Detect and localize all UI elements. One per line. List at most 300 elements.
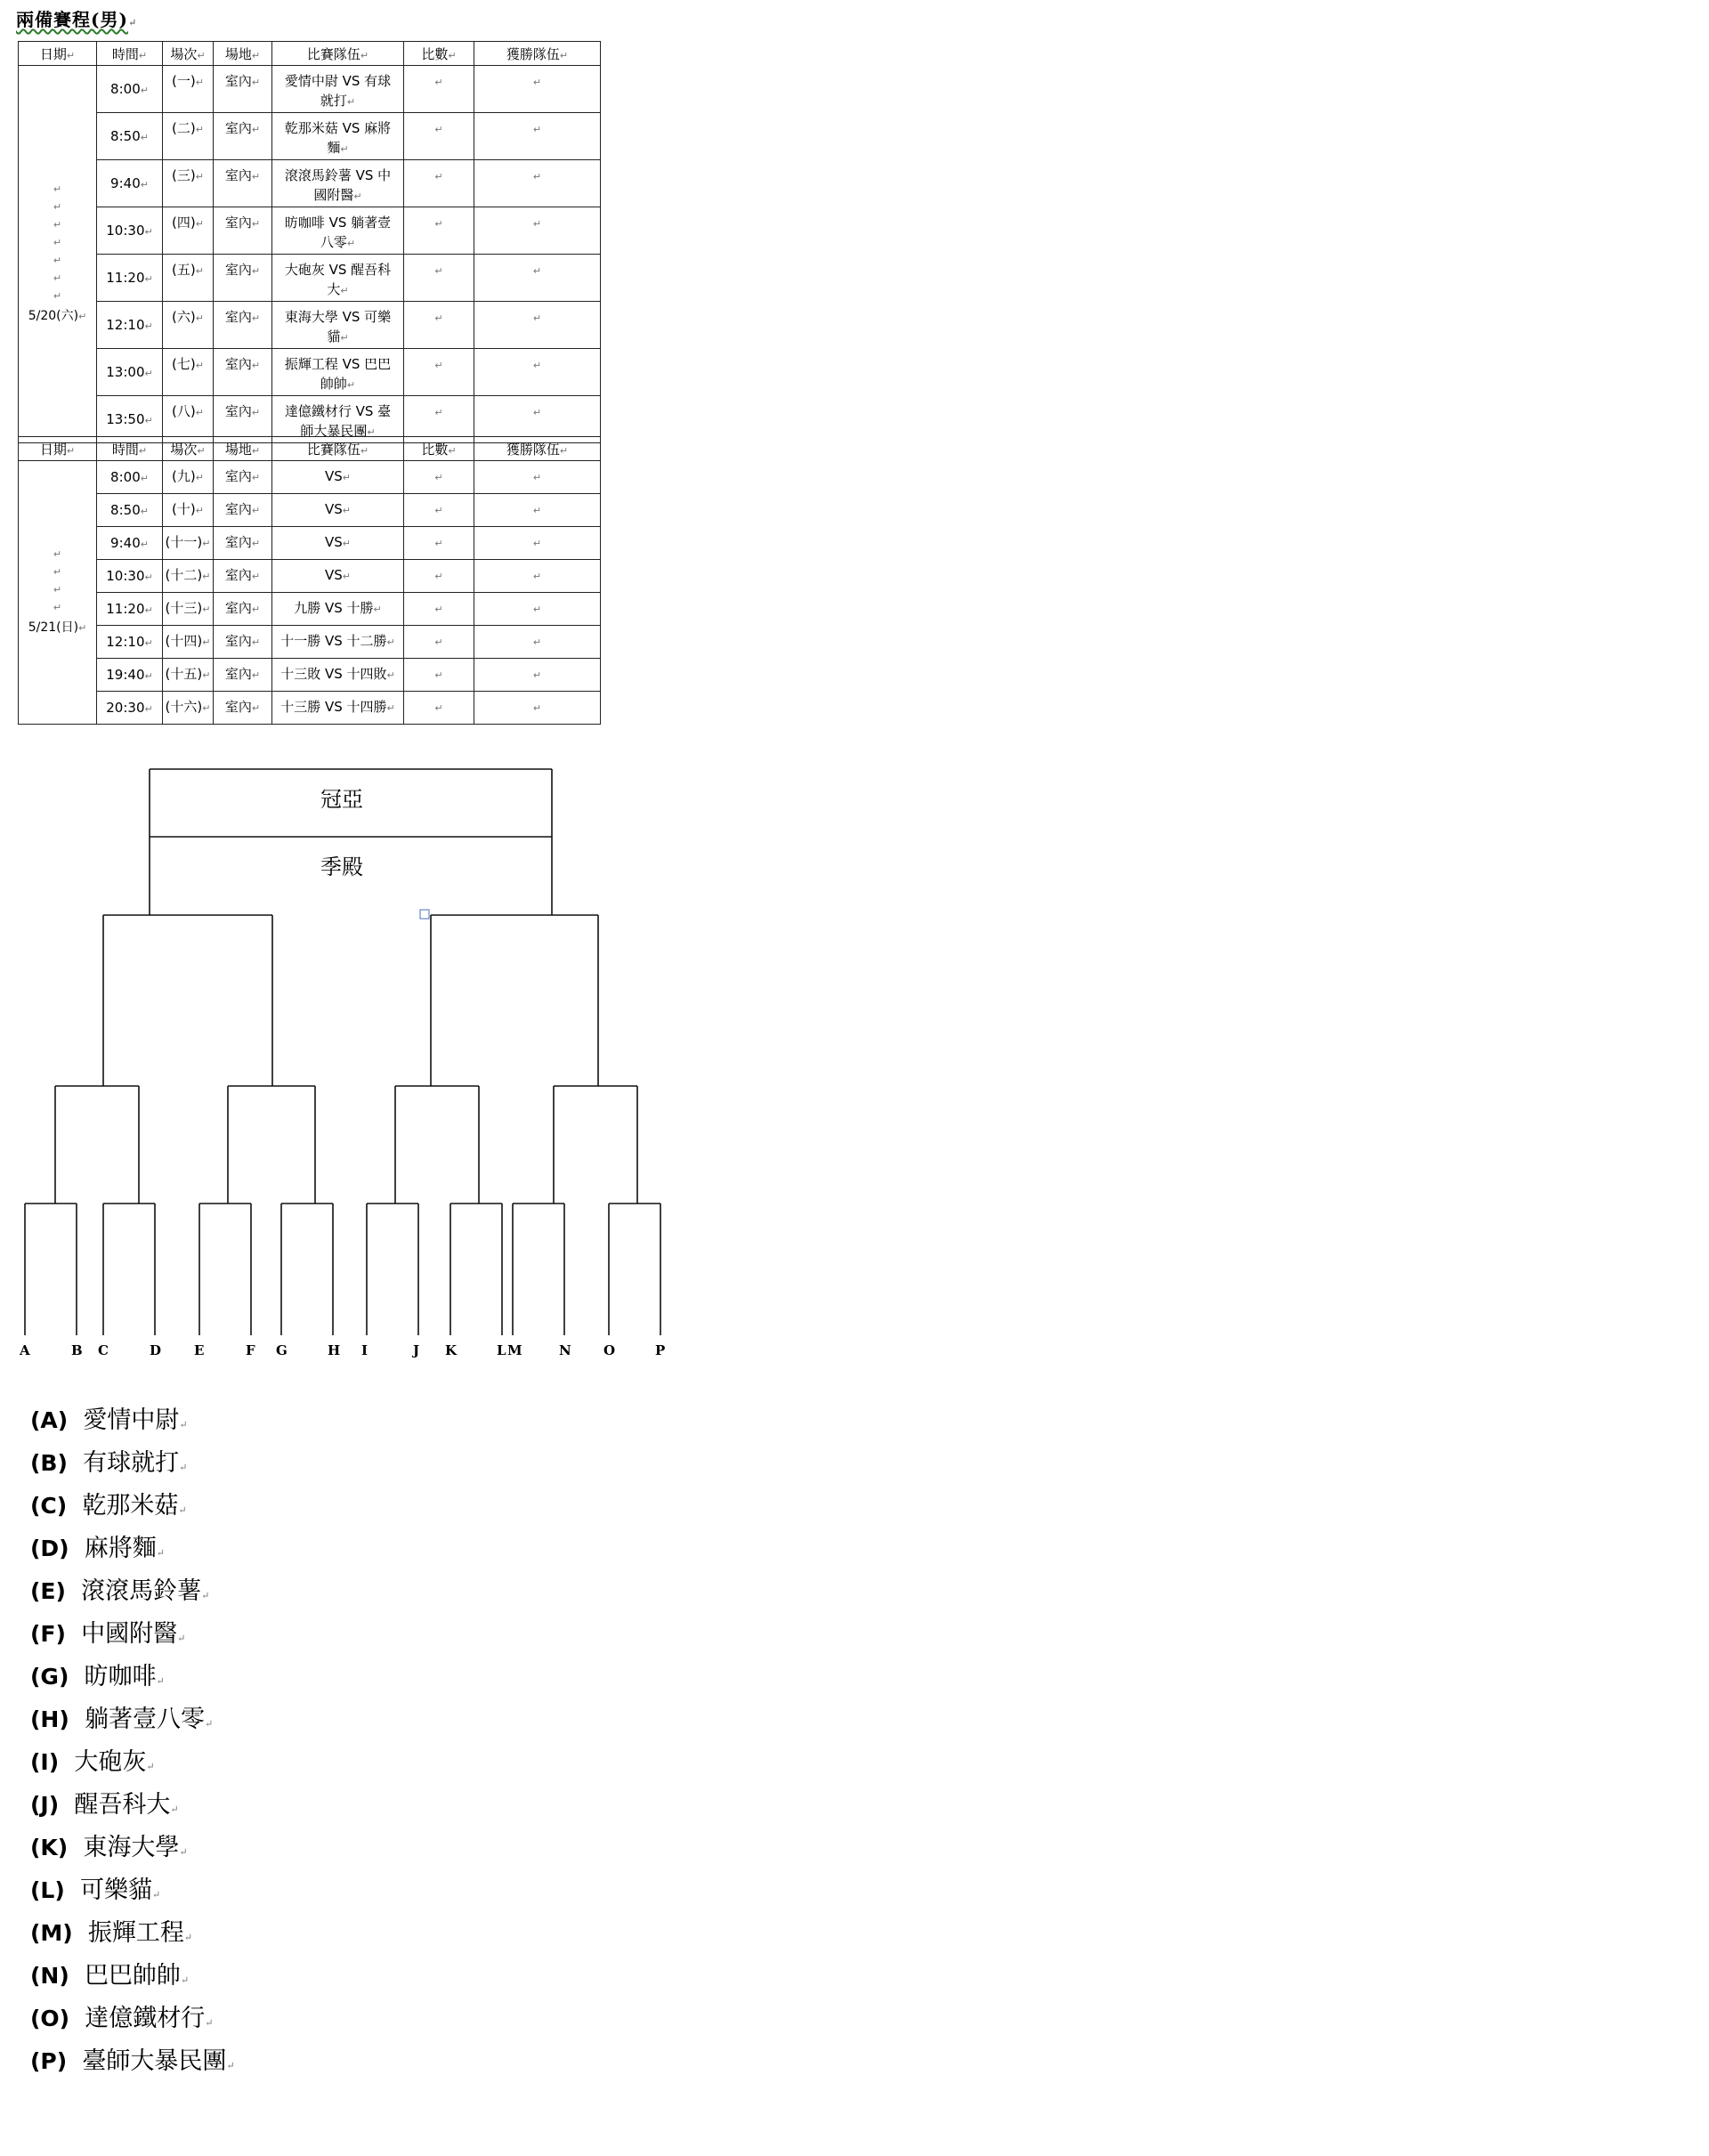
- paragraph-mark: [139, 445, 147, 457]
- time-cell: 8:50 ↵: [97, 494, 163, 527]
- match-cell: [272, 302, 404, 349]
- date-text: 5/21(日): [28, 620, 79, 635]
- paragraph-mark: [145, 604, 153, 616]
- match-text: 大砲灰 VS 醒吾科: [284, 262, 392, 278]
- paragraph-mark: [343, 538, 351, 549]
- date-cell: ↵ ↵ ↵ ↵ ↵ ↵ ↵ 5/20(六) ↵: [19, 66, 97, 443]
- table-row: [19, 461, 601, 494]
- match-cell: [272, 113, 404, 160]
- column-header: 日期 ↵: [19, 42, 97, 66]
- team-letter-b: B: [71, 1342, 83, 1358]
- score-cell[interactable]: [404, 66, 474, 113]
- paragraph-mark: [360, 50, 369, 61]
- team-name: 麻將麵: [84, 1535, 157, 1562]
- winner-cell[interactable]: [474, 659, 601, 692]
- team-label: (I): [30, 1749, 60, 1775]
- paragraph-mark: [196, 265, 204, 277]
- team-list-item: [30, 1528, 235, 1570]
- paragraph-mark: [252, 505, 260, 516]
- paragraph-mark: [145, 273, 153, 285]
- game-number-cell: (三) ↵: [163, 160, 214, 207]
- table-row: [19, 494, 601, 527]
- team-list-item: [30, 1827, 235, 1869]
- team-name: 昉咖啡: [84, 1663, 157, 1690]
- paragraph-mark: [145, 320, 153, 332]
- champion-label: 冠亞: [320, 787, 363, 812]
- team-name: 滾滾馬鈴薯: [81, 1577, 202, 1605]
- venue-cell: 室內 ↵: [214, 160, 272, 207]
- game-number-cell: (六) ↵: [163, 302, 214, 349]
- paragraph-mark: [252, 407, 260, 418]
- paragraph-mark: [434, 669, 442, 681]
- column-header: 場地 ↵: [214, 437, 272, 461]
- team-list-item: [30, 1955, 235, 1998]
- match-cell: [272, 626, 404, 659]
- table-row: [19, 113, 601, 160]
- paragraph-mark: [252, 77, 260, 88]
- winner-cell[interactable]: [474, 692, 601, 725]
- paragraph-mark: [197, 50, 205, 61]
- paragraph-mark: [152, 1889, 160, 1901]
- column-header: 比賽隊伍 ↵: [272, 437, 404, 461]
- column-header: 比賽隊伍 ↵: [272, 42, 404, 66]
- paragraph-mark: [145, 571, 153, 583]
- paragraph-mark: [343, 571, 351, 582]
- team-letter-k: K: [445, 1342, 458, 1358]
- paragraph-mark: [533, 218, 541, 230]
- paragraph-mark: [179, 1419, 187, 1431]
- match-text: 十三敗 VS 十四敗 ↵: [272, 664, 403, 685]
- team-label: (M): [30, 1920, 73, 1946]
- score-cell[interactable]: [404, 527, 474, 560]
- paragraph-mark: [252, 50, 260, 61]
- team-name: 臺師大暴民團: [82, 2047, 227, 2075]
- team-name: 愛情中尉: [83, 1406, 180, 1434]
- team-name: 大砲灰: [74, 1748, 147, 1776]
- paragraph-mark: [141, 539, 149, 550]
- paragraph-mark: [205, 2017, 213, 2029]
- match-text: 東海大學 VS 可樂: [284, 309, 392, 325]
- tournament-bracket: [0, 766, 694, 1371]
- paragraph-mark: [252, 571, 260, 582]
- table-row: [19, 626, 601, 659]
- team-name: 達億鐵材行: [85, 2005, 206, 2032]
- team-letter-o: O: [603, 1342, 616, 1358]
- column-header: 比數 ↵: [404, 42, 474, 66]
- paragraph-mark: [201, 1590, 209, 1601]
- paragraph-mark: [202, 571, 210, 582]
- paragraph-mark: [434, 604, 442, 615]
- game-number-cell: (八) ↵: [163, 396, 214, 443]
- paragraph-mark: [157, 1547, 165, 1559]
- winner-cell[interactable]: [474, 113, 601, 160]
- table-row: [19, 207, 601, 255]
- match-cell: [272, 255, 404, 302]
- column-header: 比數 ↵: [404, 437, 474, 461]
- time-cell: 10:30 ↵: [97, 207, 163, 255]
- score-cell[interactable]: [404, 302, 474, 349]
- paragraph-mark: [533, 407, 541, 418]
- team-label: (B): [30, 1450, 68, 1476]
- paragraph-mark: [434, 407, 442, 418]
- match-text: 九勝 VS 十勝 ↵: [272, 598, 403, 620]
- paragraph-mark: [196, 360, 204, 371]
- winner-cell[interactable]: [474, 560, 601, 593]
- match-text: 大 ↵: [272, 280, 403, 301]
- paragraph-mark: [434, 472, 442, 483]
- paragraph-mark: [202, 538, 210, 549]
- time-cell: 19:40 ↵: [97, 659, 163, 692]
- paragraph-mark: [252, 702, 260, 714]
- paragraph-mark: [202, 636, 210, 648]
- team-label: (J): [30, 1792, 60, 1818]
- team-letter-a: A: [20, 1342, 30, 1358]
- venue-cell: 室內 ↵: [214, 66, 272, 113]
- venue-cell: 室內 ↵: [214, 659, 272, 692]
- match-text: 八零 ↵: [272, 232, 403, 254]
- team-name: 可樂貓: [79, 1876, 152, 1904]
- paragraph-mark: [252, 636, 260, 648]
- table-row: [19, 659, 601, 692]
- match-text: 麵 ↵: [272, 138, 403, 159]
- team-letter-d: D: [150, 1342, 162, 1358]
- paragraph-mark: [434, 124, 442, 135]
- score-cell[interactable]: [404, 461, 474, 494]
- paragraph-mark: [202, 604, 210, 615]
- game-number-cell: (十) ↵: [163, 494, 214, 527]
- team-label: (D): [30, 1536, 69, 1561]
- paragraph-mark: [252, 312, 260, 324]
- paragraph-mark: [78, 311, 86, 322]
- venue-cell: 室內 ↵: [214, 113, 272, 160]
- venue-cell: 室內 ↵: [214, 396, 272, 443]
- paragraph-mark: [170, 1803, 178, 1815]
- paragraph-mark: [196, 407, 204, 418]
- paragraph-mark: [196, 312, 204, 324]
- team-list-item: [30, 1399, 235, 1442]
- team-list-item: [30, 1613, 235, 1656]
- paragraph-mark: [387, 636, 395, 648]
- game-number-cell: (十三) ↵: [163, 593, 214, 626]
- paragraph-mark: [533, 538, 541, 549]
- winner-cell[interactable]: [474, 461, 601, 494]
- winner-cell[interactable]: [474, 349, 601, 396]
- match-text: VS ↵: [272, 532, 403, 554]
- table-row: [19, 527, 601, 560]
- team-letter-h: H: [328, 1342, 341, 1358]
- paragraph-mark: [360, 445, 369, 457]
- team-label: (P): [30, 2048, 68, 2074]
- paragraph-mark: [448, 445, 456, 457]
- match-cell: [272, 593, 404, 626]
- game-number-cell: (十五) ↵: [163, 659, 214, 692]
- paragraph-mark: [374, 604, 382, 615]
- paragraph-mark: [343, 472, 351, 483]
- table-row: [19, 302, 601, 349]
- paragraph-mark: [67, 50, 75, 61]
- team-list-item: [30, 1869, 235, 1912]
- match-text: VS ↵: [272, 499, 403, 521]
- time-cell: 11:20 ↵: [97, 593, 163, 626]
- header-row: [19, 42, 601, 66]
- paragraph-mark: [78, 622, 86, 634]
- team-name: 乾那米菇: [82, 1492, 179, 1520]
- venue-cell: 室內 ↵: [214, 349, 272, 396]
- table-row: [19, 692, 601, 725]
- venue-cell: 室內 ↵: [214, 692, 272, 725]
- venue-cell: 室內 ↵: [214, 527, 272, 560]
- paragraph-mark: [196, 171, 204, 182]
- paragraph-mark: [157, 1675, 165, 1687]
- match-text: 貓 ↵: [272, 327, 403, 348]
- paragraph-mark: [434, 538, 442, 549]
- game-number-cell: (九) ↵: [163, 461, 214, 494]
- paragraph-mark: [252, 218, 260, 230]
- venue-cell: 室內 ↵: [214, 494, 272, 527]
- paragraph-mark: [179, 1846, 187, 1858]
- team-label: (A): [30, 1407, 69, 1433]
- paragraph-mark: [560, 445, 568, 457]
- team-name: 東海大學: [83, 1834, 180, 1861]
- table-row: [19, 66, 601, 113]
- team-label: (G): [30, 1664, 69, 1690]
- column-header: 時間 ↵: [97, 42, 163, 66]
- team-name: 振輝工程: [87, 1919, 184, 1947]
- team-label: (N): [30, 1963, 69, 1989]
- paragraph-mark: [533, 571, 541, 582]
- paragraph-mark: [177, 1633, 185, 1644]
- winner-cell[interactable]: [474, 160, 601, 207]
- paragraph-mark: [533, 312, 541, 324]
- schedule-table-day2: [18, 436, 601, 725]
- team-letter-c: C: [98, 1342, 109, 1358]
- table-move-handle-icon[interactable]: [420, 910, 429, 919]
- match-text: 振輝工程 VS 巴巴: [284, 356, 392, 372]
- paragraph-mark: [434, 702, 442, 714]
- paragraph-mark: [252, 472, 260, 483]
- team-label: (E): [30, 1578, 66, 1604]
- time-cell: 8:00 ↵: [97, 461, 163, 494]
- match-text: 達億鐵材行 VS 臺: [284, 403, 392, 419]
- column-header: 獲勝隊伍 ↵: [474, 437, 601, 461]
- paragraph-mark: [145, 703, 153, 715]
- match-cell: [272, 494, 404, 527]
- time-cell: 8:00 ↵: [97, 66, 163, 113]
- paragraph-mark: [145, 226, 153, 238]
- paragraph-mark: [347, 96, 355, 108]
- paragraph-mark: [196, 218, 204, 230]
- team-label: (H): [30, 1706, 69, 1732]
- paragraph-mark: [196, 505, 204, 516]
- table-row: [19, 560, 601, 593]
- team-label: (L): [30, 1877, 65, 1903]
- paragraph-mark: [533, 505, 541, 516]
- column-header: 場地 ↵: [214, 42, 272, 66]
- team-letter-m: M: [507, 1342, 522, 1358]
- team-letter-g: G: [276, 1342, 288, 1358]
- match-text: VS ↵: [272, 466, 403, 488]
- winner-cell[interactable]: [474, 302, 601, 349]
- match-text: 師大暴民團 ↵: [272, 421, 403, 442]
- table-row: [19, 593, 601, 626]
- winner-cell[interactable]: [474, 593, 601, 626]
- paragraph-mark: [252, 538, 260, 549]
- paragraph-mark: [67, 445, 75, 457]
- time-cell: 13:50 ↵: [97, 396, 163, 443]
- paragraph-mark: [252, 360, 260, 371]
- venue-cell: 室內 ↵: [214, 560, 272, 593]
- paragraph-mark: [387, 669, 395, 681]
- score-cell[interactable]: [404, 207, 474, 255]
- team-list-item: [30, 1912, 235, 1955]
- winner-cell[interactable]: [474, 527, 601, 560]
- paragraph-mark: [179, 1462, 187, 1473]
- match-text: 十三勝 VS 十四勝 ↵: [272, 697, 403, 718]
- team-letter-n: N: [559, 1342, 571, 1358]
- paragraph-mark: [139, 50, 147, 61]
- match-cell: [272, 461, 404, 494]
- match-cell: [272, 66, 404, 113]
- paragraph-mark: [434, 171, 442, 182]
- paragraph-mark: [340, 285, 348, 296]
- date-text: 5/20(六): [28, 309, 79, 323]
- match-text: VS ↵: [272, 565, 403, 587]
- paragraph-mark: [340, 143, 348, 155]
- paragraph-mark: [347, 379, 355, 391]
- paragraph-mark: [252, 124, 260, 135]
- column-header: 日期 ↵: [19, 437, 97, 461]
- paragraph-mark: [448, 50, 456, 61]
- paragraph-mark: [353, 190, 361, 202]
- paragraph-mark: [141, 473, 149, 484]
- game-number-cell: (一) ↵: [163, 66, 214, 113]
- game-number-cell: (十一) ↵: [163, 527, 214, 560]
- paragraph-mark: [252, 669, 260, 681]
- paragraph-mark: [181, 1974, 189, 1986]
- paragraph-mark: [434, 77, 442, 88]
- game-number-cell: (二) ↵: [163, 113, 214, 160]
- team-label: (F): [30, 1621, 66, 1647]
- team-letter-l: L: [497, 1342, 506, 1358]
- venue-cell: 室內 ↵: [214, 593, 272, 626]
- time-cell: 20:30 ↵: [97, 692, 163, 725]
- score-cell[interactable]: [404, 659, 474, 692]
- paragraph-mark: [196, 472, 204, 483]
- team-letter-p: P: [655, 1342, 666, 1358]
- paragraph-mark: [197, 445, 205, 457]
- winner-cell[interactable]: [474, 255, 601, 302]
- team-name: 中國附醫: [81, 1620, 178, 1648]
- time-cell: 12:10 ↵: [97, 302, 163, 349]
- venue-cell: 室內 ↵: [214, 626, 272, 659]
- score-cell[interactable]: [404, 692, 474, 725]
- venue-cell: 室內 ↵: [214, 255, 272, 302]
- score-cell[interactable]: [404, 255, 474, 302]
- paragraph-mark: [533, 124, 541, 135]
- paragraph-mark: [252, 604, 260, 615]
- paragraph-mark: [434, 505, 442, 516]
- score-cell[interactable]: [404, 160, 474, 207]
- team-list-item: [30, 1485, 235, 1528]
- time-cell: 9:40 ↵: [97, 160, 163, 207]
- team-letter-f: F: [246, 1342, 255, 1358]
- team-list-item: [30, 1442, 235, 1485]
- paragraph-mark: [533, 636, 541, 648]
- paragraph-mark: [196, 77, 204, 88]
- team-name: 巴巴帥帥: [84, 1962, 181, 1990]
- venue-cell: 室內 ↵: [214, 461, 272, 494]
- paragraph-mark: [145, 368, 153, 379]
- table-row: [19, 349, 601, 396]
- paragraph-mark: [196, 124, 204, 135]
- time-cell: 9:40 ↵: [97, 527, 163, 560]
- paragraph-mark: [145, 670, 153, 682]
- paragraph-mark: [343, 505, 351, 516]
- match-text: 滾滾馬鈴薯 VS 中: [284, 167, 392, 183]
- paragraph-mark: [434, 571, 442, 582]
- team-list-item: [30, 1698, 235, 1741]
- paragraph-mark: [141, 85, 149, 96]
- team-list-item: [30, 1741, 235, 1784]
- score-cell[interactable]: [404, 349, 474, 396]
- winner-cell[interactable]: [474, 494, 601, 527]
- paragraph-mark: [533, 669, 541, 681]
- paragraph-mark: [434, 218, 442, 230]
- team-name: 躺著壹八零: [84, 1706, 205, 1733]
- score-cell[interactable]: [404, 113, 474, 160]
- paragraph-mark: [434, 312, 442, 324]
- score-cell[interactable]: [404, 494, 474, 527]
- team-letter-e: E: [194, 1342, 205, 1358]
- date-cell: ↵ ↵ ↵ ↵ 5/21(日) ↵: [19, 461, 97, 725]
- venue-cell: 室內 ↵: [214, 207, 272, 255]
- team-letter-j: J: [413, 1342, 420, 1358]
- game-number-cell: (四) ↵: [163, 207, 214, 255]
- team-label: (K): [30, 1835, 69, 1860]
- paragraph-mark: [560, 50, 568, 61]
- paragraph-mark: [533, 360, 541, 371]
- time-cell: 11:20 ↵: [97, 255, 163, 302]
- team-list-item: [30, 1656, 235, 1698]
- paragraph-mark: [205, 1718, 213, 1730]
- match-cell: [272, 560, 404, 593]
- score-cell[interactable]: [404, 593, 474, 626]
- paragraph-mark: [202, 669, 210, 681]
- match-cell: [272, 692, 404, 725]
- paragraph-mark: [533, 604, 541, 615]
- team-label: (O): [30, 2006, 70, 2031]
- paragraph-mark: [347, 238, 355, 249]
- score-cell[interactable]: [404, 626, 474, 659]
- match-cell: [272, 527, 404, 560]
- winner-cell[interactable]: [474, 207, 601, 255]
- paragraph-mark: [387, 702, 395, 714]
- paragraph-mark: [141, 506, 149, 517]
- winner-cell[interactable]: [474, 626, 601, 659]
- paragraph-mark: [340, 332, 348, 344]
- match-text: 十一勝 VS 十二勝 ↵: [272, 631, 403, 652]
- winner-cell[interactable]: [474, 66, 601, 113]
- match-text: 乾那米菇 VS 麻將: [284, 120, 392, 136]
- table-row: [19, 255, 601, 302]
- time-cell: 12:10 ↵: [97, 626, 163, 659]
- match-text: 就打 ↵: [272, 91, 403, 112]
- time-cell: 13:00 ↵: [97, 349, 163, 396]
- team-letter-i: I: [361, 1342, 369, 1358]
- score-cell[interactable]: [404, 560, 474, 593]
- paragraph-mark: [178, 1504, 186, 1516]
- team-list-item: [30, 1784, 235, 1827]
